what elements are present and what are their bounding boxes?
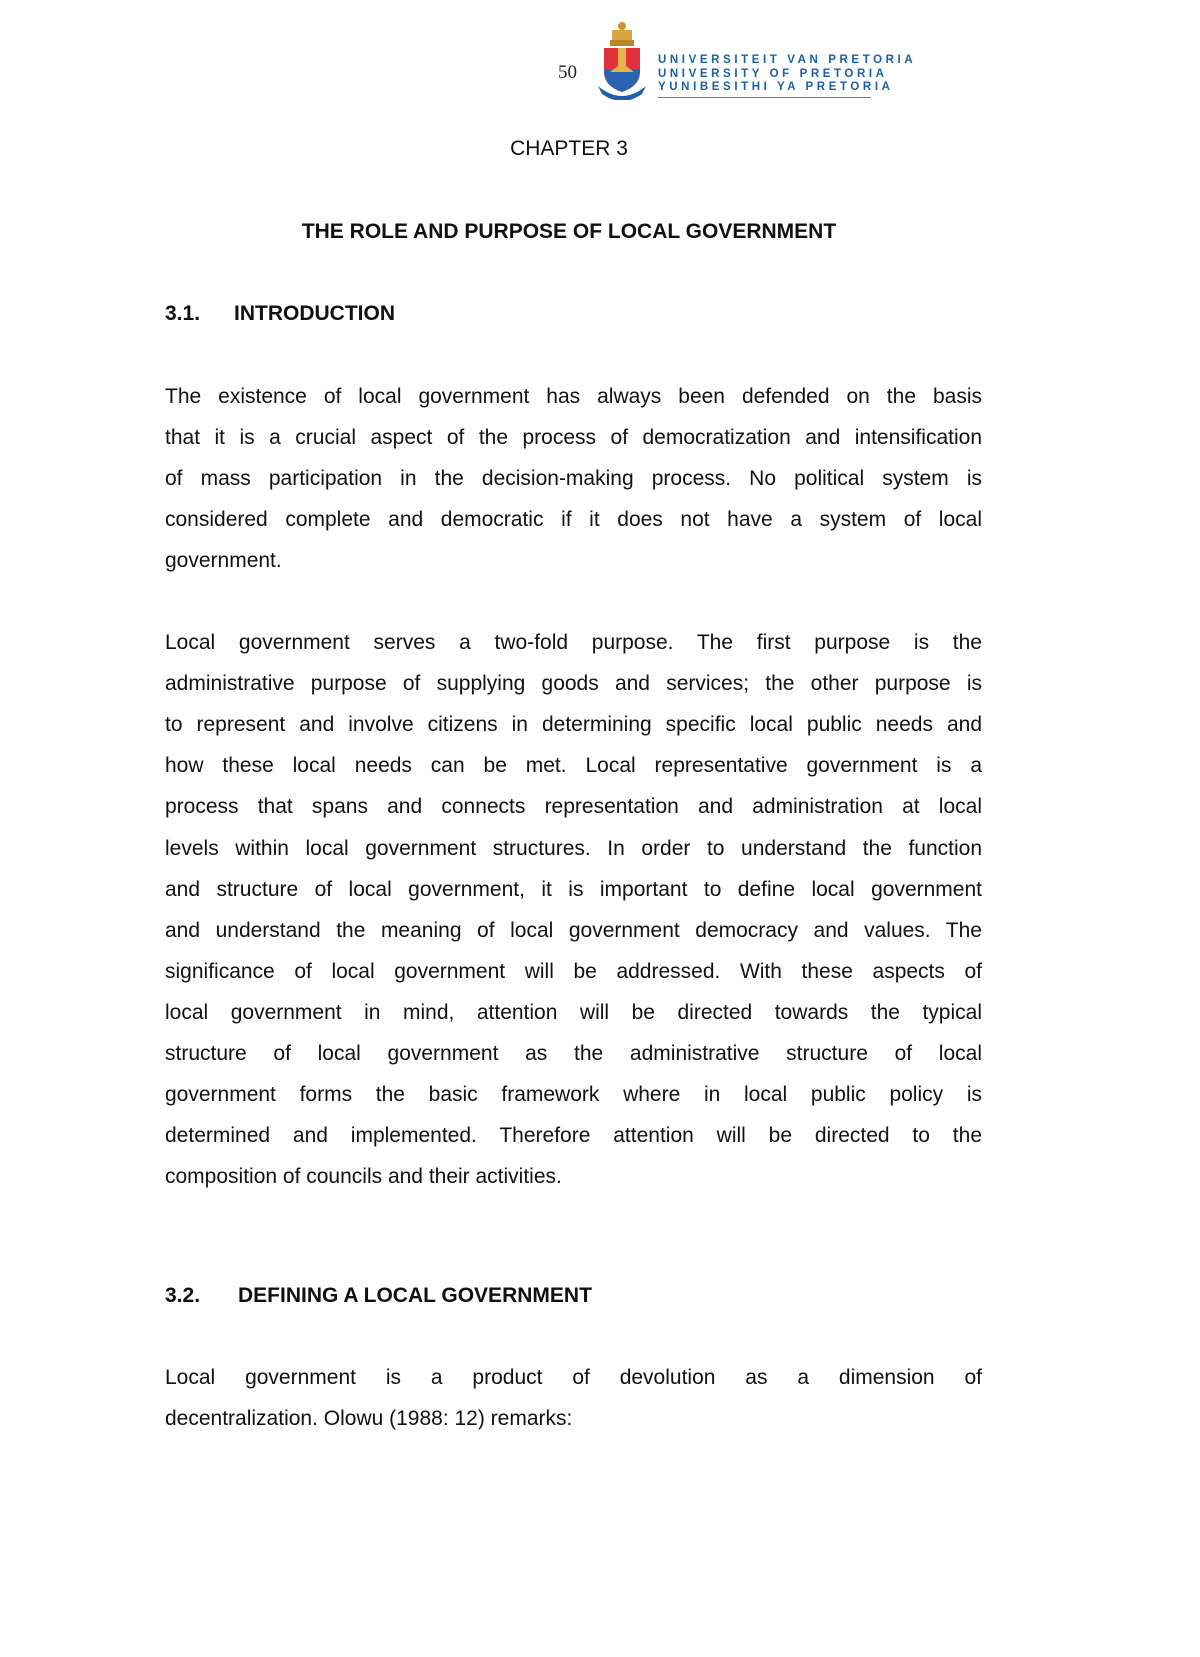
text-line: significance of local government will be addressed. With these aspects of (165, 959, 982, 983)
section-number: 3.2. (165, 1284, 201, 1307)
text-line: decentralization. Olowu (1988: 12) remarks: (165, 1407, 573, 1431)
text-line: that it is a crucial aspect of the process of democratization and intensification (165, 426, 982, 450)
section-heading: DEFINING A LOCAL GOVERNMENT (238, 1284, 592, 1307)
university-name-block (658, 54, 916, 98)
chapter-label: CHAPTER 3 (510, 137, 628, 160)
text-line: structure of local government as the administrative structure of local (165, 1042, 982, 1065)
chapter-title: THE ROLE AND PURPOSE OF LOCAL GOVERNMENT (301, 220, 837, 243)
university-name-underline (658, 97, 871, 98)
text-line: process that spans and connects representation and administration at local (165, 795, 982, 819)
section-number: 3.1. (165, 302, 201, 325)
text-line: of mass participation in the decision-making process. No political system is (165, 467, 982, 491)
university-name-sepedi: YUNIBESITHI YA PRETORIA (658, 81, 894, 93)
text-line: The existence of local government has always been defended on the basis (165, 385, 982, 408)
text-line: considered complete and democratic if it does not have a system of local (165, 508, 982, 532)
text-line: government. (165, 549, 282, 573)
text-line: local government in mind, attention will be directed towards the typical (165, 1000, 982, 1024)
text-line: to represent and involve citizens in determining specific local public needs and (165, 713, 982, 737)
text-line: government forms the basic framework where in local public policy is (165, 1083, 982, 1107)
university-name-afrikaans: UNIVERSITEIT VAN PRETORIA (658, 54, 917, 66)
text-line: and structure of local government, it is important to define local government (165, 877, 982, 901)
page-number: 50 (558, 62, 577, 83)
text-line: how these local needs can be met. Local representative government is a (165, 754, 982, 778)
text-line: and understand the meaning of local government democracy and values. The (165, 918, 982, 942)
university-crest-logo (598, 20, 646, 100)
text-line: composition of councils and their activities. (165, 1165, 562, 1189)
text-line: administrative purpose of supplying goods and services; the other purpose is (165, 672, 982, 696)
university-name-english: UNIVERSITY OF PRETORIA (658, 67, 888, 80)
section-heading: INTRODUCTION (234, 302, 395, 325)
text-line: levels within local government structures. In order to understand the function (165, 836, 982, 860)
text-line: Local government serves a two-fold purpose. The first purpose is the (165, 631, 982, 654)
text-line: determined and implemented. Therefore attention will be directed to the (165, 1124, 982, 1148)
text-line: Local government is a product of devolution as a dimension of (165, 1366, 982, 1389)
